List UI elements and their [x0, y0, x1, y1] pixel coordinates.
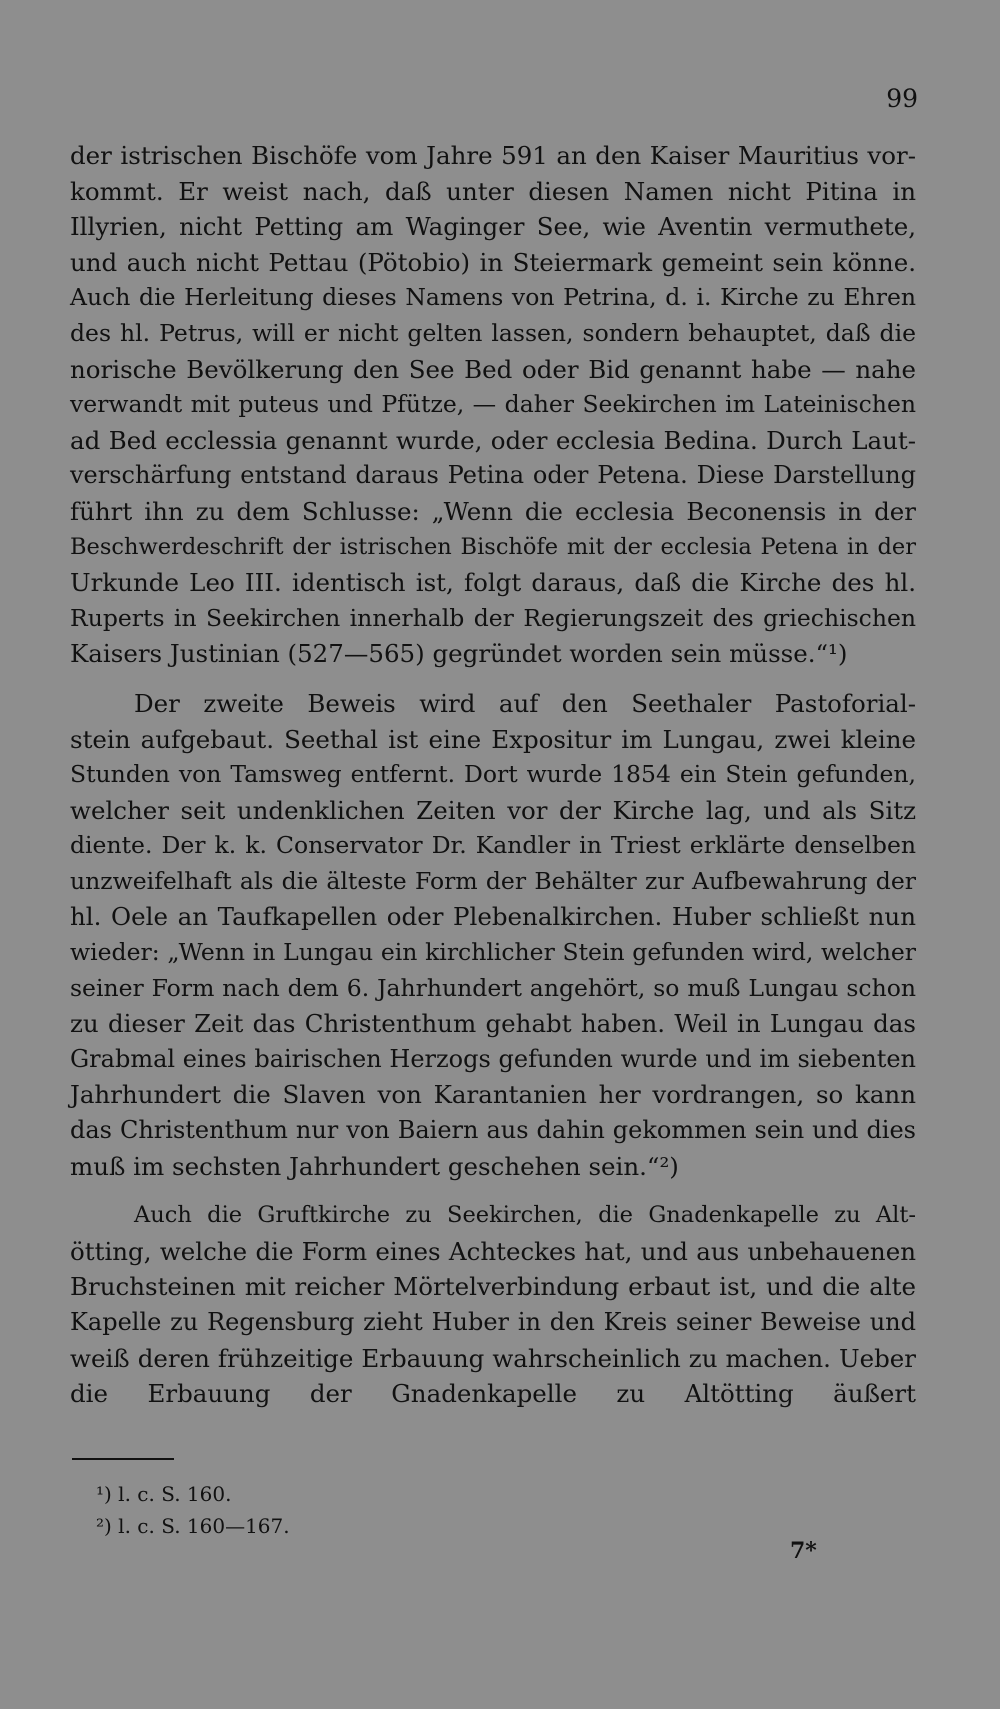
text-line: verschärfung entstand daraus Petina oder Petena. Diese Darstellung	[70, 461, 916, 490]
text-line: kommt. Er weist nach, daß unter diesen Namen nicht Pitina in	[70, 176, 916, 206]
text-line: ad Bed ecclessia genannt wurde, oder ecclesia Bedina. Durch Laut-	[70, 425, 916, 455]
paragraph-gap	[70, 672, 916, 686]
text-line: unzweifelhaft als die älteste Form der Behälter zur Aufbewahrung der	[70, 866, 916, 895]
text-line: ötting, welche die Form eines Achteckes hat, und aus unbehauenen	[70, 1236, 916, 1266]
signature-mark: 7*	[790, 1538, 817, 1564]
paragraph-3	[70, 1198, 916, 1412]
text-line: Bruchsteinen mit reicher Mörtelverbindung erbaut ist, und die alte	[70, 1272, 916, 1302]
text-line: Illyrien, nicht Petting am Waginger See, wie Aventin vermuthete,	[70, 212, 916, 242]
text-line: zu dieser Zeit das Christenthum gehabt haben. Weil in Lungau das	[70, 1009, 916, 1039]
text-line: Kaisers Justinian (527—565) gegründet worden sein müsse.“¹)	[70, 639, 848, 669]
text-line: stein aufgebaut. Seethal ist eine Expositur im Lungau, zwei kleine	[70, 724, 916, 754]
text-line: norische Bevölkerung den See Bed oder Bid genannt habe — nahe	[70, 354, 916, 384]
footnote-2: ²) l. c. S. 160—167.	[96, 1514, 290, 1538]
text-line: und auch nicht Pettau (Pötobio) in Steiermark gemeint sein könne.	[70, 247, 916, 277]
text-line: Auch die Herleitung dieses Namens von Petrina, d. i. Kirche zu Ehren	[70, 283, 916, 312]
text-line: verwandt mit puteus und Pfütze, — daher Seekirchen im Lateinischen	[70, 390, 916, 419]
text-line: die Erbauung der Gnadenkapelle zu Altötting äußert	[70, 1379, 916, 1409]
paragraph-2	[70, 686, 916, 1184]
text-line: hl. Oele an Taufkapellen oder Plebenalkirchen. Huber schließt nun	[70, 902, 916, 932]
footnotes	[96, 1478, 596, 1542]
text-line: des hl. Petrus, will er nicht gelten lassen, sondern behauptet, daß die	[70, 318, 916, 347]
text-line: Jahrhundert die Slaven von Karantanien her vordrangen, so kann	[70, 1080, 916, 1110]
body-text	[70, 138, 916, 1412]
text-line: Auch die Gruftkirche zu Seekirchen, die Gnadenkapelle zu Alt-	[134, 1202, 916, 1229]
text-line: Der zweite Beweis wird auf den Seethaler Pastoforial-	[134, 688, 916, 718]
text-line: Grabmal eines bairischen Herzogs gefunden wurde und im siebenten	[70, 1044, 916, 1073]
text-line: diente. Der k. k. Conservator Dr. Kandler in Triest erklärte denselben	[70, 831, 916, 860]
footnote-rule	[72, 1458, 174, 1460]
text-line: Urkunde Leo III. identisch ist, folgt daraus, daß die Kirche des hl.	[70, 568, 916, 598]
page-number: 99	[886, 84, 918, 113]
paragraph-gap	[70, 1184, 916, 1198]
text-line: weiß deren frühzeitige Erbauung wahrscheinlich zu machen. Ueber	[70, 1343, 916, 1373]
text-line: Kapelle zu Regensburg zieht Huber in den Kreis seiner Beweise und	[70, 1308, 916, 1336]
text-line: führt ihn zu dem Schlusse: „Wenn die ecclesia Beconensis in der	[70, 496, 916, 526]
text-line: der istrischen Bischöfe vom Jahre 591 an den Kaiser Mauritius vor-	[70, 141, 916, 170]
text-line: Stunden von Tamsweg entfernt. Dort wurde 1854 ein Stein gefunden,	[70, 760, 916, 789]
text-line: wieder: „Wenn in Lungau ein kirchlicher Stein gefunden wird, welcher	[70, 938, 916, 967]
footnote-1: ¹) l. c. S. 160.	[96, 1482, 232, 1506]
text-line: welcher seit undenklichen Zeiten vor der Kirche lag, und als Sitz	[70, 795, 916, 825]
paragraph-1	[70, 138, 916, 672]
text-line: Ruperts in Seekirchen innerhalb der Regierungszeit des griechischen	[70, 603, 916, 632]
text-line: muß im sechsten Jahrhundert geschehen sein.“²)	[70, 1151, 679, 1181]
text-line: das Christenthum nur von Baiern aus dahin gekommen sein und dies	[70, 1116, 916, 1145]
text-line: seiner Form nach dem 6. Jahrhundert angehört, so muß Lungau schon	[70, 973, 916, 1002]
text-line: Beschwerdeschrift der istrischen Bischöfe mit der ecclesia Petena in der	[70, 533, 916, 560]
